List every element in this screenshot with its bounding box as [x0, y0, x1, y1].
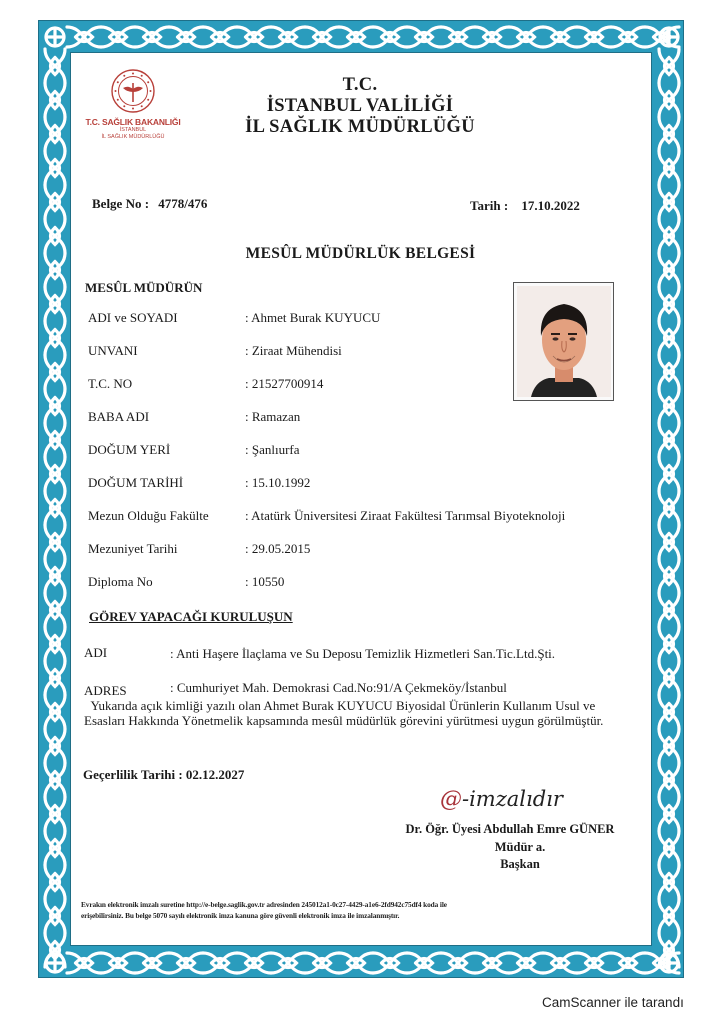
knot-strand: [305, 27, 339, 47]
knot-strand: [45, 117, 65, 151]
knot-strand: [475, 953, 509, 973]
knot-strand: [475, 27, 509, 47]
document-date: [470, 198, 580, 214]
doc-no-value: 4778/476: [158, 196, 208, 211]
logo-sub-directorate: İL SAĞLIK MÜDÜRLÜĞÜ: [101, 134, 165, 140]
org-address-label: ADRES: [84, 683, 127, 698]
knot-strand: [659, 355, 679, 389]
knot-strand: [659, 83, 679, 117]
knot-strand: [45, 423, 65, 457]
field-label: DOĞUM TARİHİ: [88, 475, 184, 490]
field-label: DOĞUM YERİ: [88, 442, 171, 457]
knot-strand: [169, 953, 203, 973]
knot-strand: [45, 661, 65, 695]
knot-strand: [659, 49, 679, 83]
knot-strand: [45, 865, 65, 899]
doc-no-label: Belge No :: [92, 196, 150, 211]
knot-strand: [543, 953, 577, 973]
knot-strand: [45, 321, 65, 355]
knot-strand: [659, 525, 679, 559]
signer-role: Müdür a.: [494, 840, 546, 854]
knot-strand: [577, 27, 611, 47]
field-value: : 21527700914: [245, 376, 324, 391]
knot-strand: [659, 151, 679, 185]
header-line-tc: T.C.: [342, 75, 378, 95]
knot-strand: [659, 423, 679, 457]
knot-strand: [237, 953, 271, 973]
field-value: : Atatürk Üniversitesi Ziraat Fakültesi Tarımsal Biyoteknoloji: [245, 508, 566, 523]
knot-strand: [407, 953, 441, 973]
field-label: BABA ADI: [88, 409, 150, 424]
knot-strand: [659, 899, 679, 933]
date-value: 17.10.2022: [521, 198, 580, 213]
knot-strand: [373, 953, 407, 973]
knot-strand: [45, 525, 65, 559]
knot-strand: [45, 763, 65, 797]
field-value: : Ramazan: [245, 409, 301, 424]
knot-strand: [509, 27, 543, 47]
knot-strand: [45, 899, 65, 933]
e-signature-text: -imzalıdır: [462, 787, 563, 811]
knot-strand: [45, 151, 65, 185]
knot-strand: [659, 695, 679, 729]
knot-strand: [339, 953, 373, 973]
field-value: : Şanlıurfa: [245, 442, 300, 457]
e-signature: [440, 787, 563, 812]
org-name-value: : Anti Haşere İlaçlama ve Su Deposu Temizlik Hizmetleri San.Tic.Ltd.Şti.: [170, 646, 556, 661]
signer-title: Başkan: [500, 857, 540, 871]
organization-heading: GÖREV YAPACAĞI KURULUŞUN: [89, 609, 293, 624]
knot-strand: [441, 27, 475, 47]
knot-strand: [659, 865, 679, 899]
id-photo: [513, 282, 614, 401]
knot-strand: [45, 695, 65, 729]
scanner-watermark: CamScanner ile tarandı: [542, 995, 684, 1010]
knot-strand: [45, 559, 65, 593]
field-label: T.C. NO: [88, 376, 133, 391]
e-signature-at-symbol: @: [440, 787, 462, 812]
manager-heading: MESÛL MÜDÜRÜN: [85, 280, 203, 295]
footer-legal-line: erişebilirsiniz. Bu belge 5070 sayılı elektronik imza kanuna göre güvenli elektronik imza ile imzalanmıştır.: [81, 911, 400, 920]
knot-strand: [45, 491, 65, 525]
document-title: MESÛL MÜDÜRLÜK BELGESİ: [245, 245, 476, 262]
knot-strand: [659, 729, 679, 763]
knot-strand: [67, 953, 101, 973]
knot-strand: [45, 49, 65, 83]
knot-strand: [339, 27, 373, 47]
knot-strand: [373, 27, 407, 47]
knot-strand: [45, 389, 65, 423]
signer-name: Dr. Öğr. Üyesi Abdullah Emre GÜNER: [405, 822, 615, 836]
knot-strand: [659, 593, 679, 627]
knot-strand: [611, 27, 645, 47]
knot-strand: [407, 27, 441, 47]
knot-strand: [45, 593, 65, 627]
knot-strand: [271, 953, 305, 973]
knot-strand: [659, 491, 679, 525]
knot-strand: [101, 953, 135, 973]
org-name-label: ADI: [84, 645, 108, 660]
footer-verification-line: Evrakın elektronik imzalı suretine http://e-belge.saglik.gov.tr adresinden 245012a1-0c27-4429-a1e6-2fd942c75df4 koda ile: [81, 900, 447, 909]
knot-strand: [169, 27, 203, 47]
knot-strand: [45, 185, 65, 219]
document-number: [92, 196, 207, 212]
logo-sub-city: İSTANBUL: [119, 127, 147, 133]
validity-date: Geçerlilik Tarihi : 02.12.2027: [83, 767, 245, 782]
org-address-value: : Cumhuriyet Mah. Demokrasi Cad.No:91/A Çekmeköy/İstanbul: [170, 680, 507, 695]
knot-strand: [135, 953, 169, 973]
knot-strand: [271, 27, 305, 47]
knot-strand: [659, 797, 679, 831]
knot-strand: [577, 953, 611, 973]
knot-strand: [659, 627, 679, 661]
knot-strand: [305, 953, 339, 973]
field-value: : Ahmet Burak KUYUCU: [245, 310, 381, 325]
knot-strand: [45, 797, 65, 831]
knot-strand: [45, 83, 65, 117]
knot-strand: [45, 627, 65, 661]
knot-strand: [659, 831, 679, 865]
knot-strand: [203, 953, 237, 973]
field-value: : 15.10.1992: [245, 475, 311, 490]
field-value: : Ziraat Mühendisi: [245, 343, 342, 358]
document-header: [200, 75, 520, 138]
field-label: UNVANI: [88, 343, 138, 358]
knot-strand: [659, 287, 679, 321]
knot-strand: [45, 355, 65, 389]
knot-strand: [45, 287, 65, 321]
field-label: Diploma No: [88, 574, 153, 589]
knot-strand: [611, 953, 645, 973]
portrait-photo-icon: [517, 286, 611, 397]
knot-strand: [659, 321, 679, 355]
knot-strand: [237, 27, 271, 47]
knot-strand: [659, 117, 679, 151]
logo-org-name: T.C. SAĞLIK BAKANLIĞI: [85, 117, 181, 127]
knot-strand: [659, 185, 679, 219]
ministry-emblem-icon: [110, 68, 156, 114]
statement-text: Yukarıda açık kimliği yazılı olan Ahmet Burak KUYUCU Biyosidal Ürünlerin Kullanım Usul ve Esasları Hakkında Yönetmelik kapsamında mesûl müdürlük görevini yürütmesi uygun görülmüştür.: [84, 698, 604, 728]
knot-strand: [659, 559, 679, 593]
knot-strand: [441, 953, 475, 973]
knot-strand: [659, 661, 679, 695]
knot-strand: [659, 389, 679, 423]
document-body: [70, 52, 652, 946]
date-label: Tarih :: [470, 198, 509, 213]
field-label: ADI ve SOYADI: [88, 310, 178, 325]
header-line-governorship: İSTANBUL VALİLİĞİ: [266, 96, 454, 116]
knot-strand: [135, 27, 169, 47]
knot-strand: [659, 763, 679, 797]
statement-paragraph: [84, 698, 629, 728]
field-label: Mezuniyet Tarihi: [88, 541, 178, 556]
knot-strand: [509, 953, 543, 973]
knot-strand: [543, 27, 577, 47]
knot-strand: [203, 27, 237, 47]
ministry-logo: [78, 68, 188, 141]
field-value: : 29.05.2015: [245, 541, 311, 556]
knot-strand: [101, 27, 135, 47]
field-value: : 10550: [245, 574, 285, 589]
field-label: Mezun Olduğu Fakülte: [88, 508, 209, 523]
knot-strand: [67, 27, 101, 47]
knot-strand: [45, 831, 65, 865]
knot-strand: [659, 457, 679, 491]
knot-strand: [45, 457, 65, 491]
knot-strand: [45, 729, 65, 763]
header-line-directorate: İL SAĞLIK MÜDÜRLÜĞÜ: [245, 117, 475, 137]
